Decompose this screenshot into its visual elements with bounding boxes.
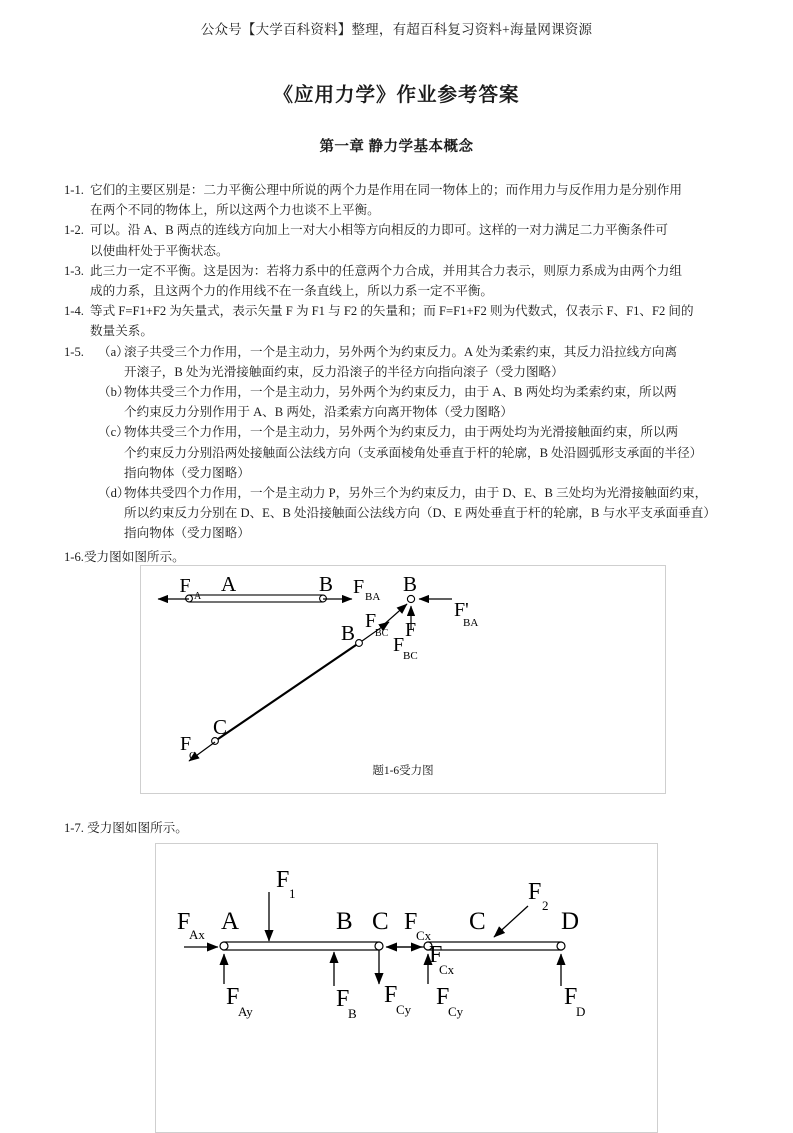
- label-f1: F: [276, 867, 290, 893]
- label-f1-sub: 1: [289, 886, 296, 901]
- sub-item-label: （d）: [98, 486, 130, 501]
- label-f-vertical: F: [405, 619, 417, 641]
- label-fbc-sub: BC: [403, 650, 418, 662]
- label-f2: F: [528, 879, 542, 905]
- figure-1-6-caption: 题1-6受力图: [372, 765, 434, 777]
- answer-line: 以使曲杆处于平衡状态。: [90, 243, 229, 258]
- answer-line: 可以。沿 A、B 两点的连线方向加上一对大小相等方向相反的力即可。这样的一对力满足二力平衡条件可: [90, 223, 668, 238]
- figure-1-7-lead-text: 受力图如图所示。: [87, 821, 188, 835]
- label-fba-sub: BA: [365, 591, 381, 603]
- sub-item-label: （b）: [98, 385, 130, 400]
- sub-item-label: （a）: [98, 344, 129, 359]
- answer-line: 物体共受三个力作用，一个是主动力，另外两个为约束反力，由于 A、B 两处均为柔索约束，所以两: [124, 385, 677, 400]
- answer-item-1-5b: [64, 382, 764, 422]
- answer-line: 成的力系，且这两个力的作用线不在一条直线上，所以力系一定不平衡。: [90, 284, 493, 299]
- label-fbc: F: [393, 634, 405, 656]
- joint-b: [407, 595, 414, 602]
- label-a: A: [221, 908, 240, 935]
- answer-line: 开滚子，B 处为光滑接触面约束，反力沿滚子的半径方向指向滚子（受力图略）: [124, 364, 564, 379]
- label-fa-sub: A: [194, 591, 202, 602]
- answer-line: 个约束反力分别作用于 A、B 两处，沿柔索方向离开物体（受力图略）: [124, 405, 514, 420]
- answer-line: 指向物体（受力图略）: [124, 526, 250, 541]
- answer-line: 在两个不同的物体上，所以这两个力也谈不上平衡。: [90, 203, 380, 218]
- answer-line: 此三力一定不平衡。这是因为：若将力系中的任意两个力合成，并用其合力表示，则原力系成为由两个力组: [90, 263, 682, 278]
- beam-abc: [220, 942, 383, 950]
- label-fba: F: [353, 576, 365, 598]
- force-arrow-fbc-joint: [381, 604, 407, 627]
- chapter-title: 第一章 静力学基本概念: [319, 139, 474, 155]
- answers-body: [64, 180, 764, 544]
- answer-item-1-5d: [64, 483, 764, 544]
- answer-line: 指向物体（受力图略）: [124, 465, 250, 480]
- label-fcy-left: F: [384, 982, 398, 1008]
- watermark-header: 公众号【大学百科资料】整理，有超百科复习资料+海量网课资源: [200, 22, 593, 37]
- answer-line: 物体共受三个力作用，一个是主动力，另外两个为约束反力，由于两处均为光滑接触面约束，所以两: [124, 425, 679, 440]
- label-fc-sub: C: [189, 750, 197, 762]
- figure-1-6-drawing: [141, 566, 665, 793]
- label-b-joint: B: [403, 572, 418, 596]
- label-fcx-right-sub: Cx: [439, 962, 455, 977]
- label-fcy-right: F: [436, 984, 450, 1010]
- label-fcx-left-sub: Cx: [416, 928, 432, 943]
- bar-bc: [212, 640, 363, 745]
- answer-item-1-2: [64, 220, 764, 260]
- sub-item-label: （c）: [98, 425, 129, 440]
- figure-1-6-lead-text: 受力图如图所示。: [83, 550, 185, 564]
- figure-1-7-lead-number: 1-7.: [64, 821, 84, 835]
- label-fb-sub: B: [348, 1006, 357, 1021]
- label-fcx-left: F: [404, 909, 418, 935]
- label-fcx-right: F: [429, 942, 443, 968]
- answer-number: 1-5.: [64, 344, 84, 359]
- label-a: A: [221, 572, 237, 596]
- label-fc: F: [180, 733, 192, 755]
- answer-line: 物体共受四个力作用，一个是主动力 P，另外三个为约束反力，由于 D、E、B 三处均为光滑接触面约束，: [124, 486, 708, 501]
- label-c-left: C: [372, 908, 389, 935]
- label-fax-sub: Ax: [189, 927, 205, 942]
- answer-line: 等式 F=F1+F2 为矢量式，表示矢量 F 为 F1 与 F2 的矢量和；而 F=F1+F2 则为代数式，仅表示 F、F1、F2 间的: [90, 304, 694, 319]
- label-fcy-right-sub: Cy: [448, 1004, 464, 1019]
- label-fd: F: [564, 984, 578, 1010]
- answer-line: 它们的主要区别是：二力平衡公理中所说的两个力是作用在同一物体上的；而作用力与反作用力是分别作用: [90, 183, 682, 197]
- label-f2-sub: 2: [542, 898, 549, 913]
- answer-item-1-5c: [64, 422, 764, 483]
- label-fcy-left-sub: Cy: [396, 1002, 412, 1017]
- answer-line: 个约束反力分别沿两处接触面公法线方向（支承面棱角处垂直于杆的轮廓，B 处沿圆弧形支承面的半径）: [124, 445, 703, 460]
- answer-line: 滚子共受三个力作用，一个是主动力，另外两个为约束反力。A 处为柔索约束，其反力沿拉线方向离: [124, 344, 678, 359]
- label-c-right: C: [469, 908, 486, 935]
- answer-item-1-5a: [64, 342, 764, 382]
- label-fba-prime-sub: BA: [463, 617, 479, 629]
- label-fa: F: [179, 575, 191, 597]
- label-fay: F: [226, 984, 240, 1010]
- figure-1-7-lead: [64, 817, 188, 836]
- answer-line: 所以约束反力分别在 D、E、B 处沿接触面公法线方向（D、E 两处垂直于杆的轮廓，B 与水平支承面垂直）: [124, 506, 716, 521]
- figure-1-6-lead-number: 1-6.: [64, 550, 84, 564]
- label-b-lower: B: [341, 621, 356, 645]
- label-fd-sub: D: [576, 1004, 586, 1019]
- label-fb: F: [336, 986, 350, 1012]
- answer-item-1-1: [64, 180, 764, 220]
- force-arrow-f2: [494, 906, 528, 937]
- label-b: B: [336, 908, 353, 935]
- label-fba-prime: F': [454, 599, 469, 621]
- answer-number: 1-1.: [64, 183, 84, 197]
- label-fbc-joint: F: [365, 610, 377, 632]
- label-fax: F: [177, 909, 191, 935]
- label-d: D: [561, 908, 580, 935]
- answer-number: 1-4.: [64, 304, 84, 319]
- answer-item-1-3: [64, 261, 764, 301]
- figure-1-7-box: [155, 843, 658, 1133]
- figure-1-6-box: [140, 565, 666, 794]
- figure-1-7-drawing: [156, 844, 657, 1132]
- answer-number: 1-3.: [64, 263, 84, 278]
- answer-item-1-4: [64, 301, 764, 341]
- label-fbc-joint-sub: BC: [375, 628, 389, 639]
- answer-line: 数量关系。: [90, 324, 153, 339]
- label-fay-sub: Ay: [238, 1004, 253, 1019]
- label-c: C: [213, 715, 228, 739]
- answer-number: 1-2.: [64, 223, 84, 238]
- page-title: 《应用力学》作业参考答案: [273, 85, 520, 106]
- label-b-left: B: [319, 572, 334, 596]
- figure-1-6-lead: [64, 546, 185, 565]
- beam-cd: [424, 942, 565, 950]
- bar-ab: [186, 595, 327, 602]
